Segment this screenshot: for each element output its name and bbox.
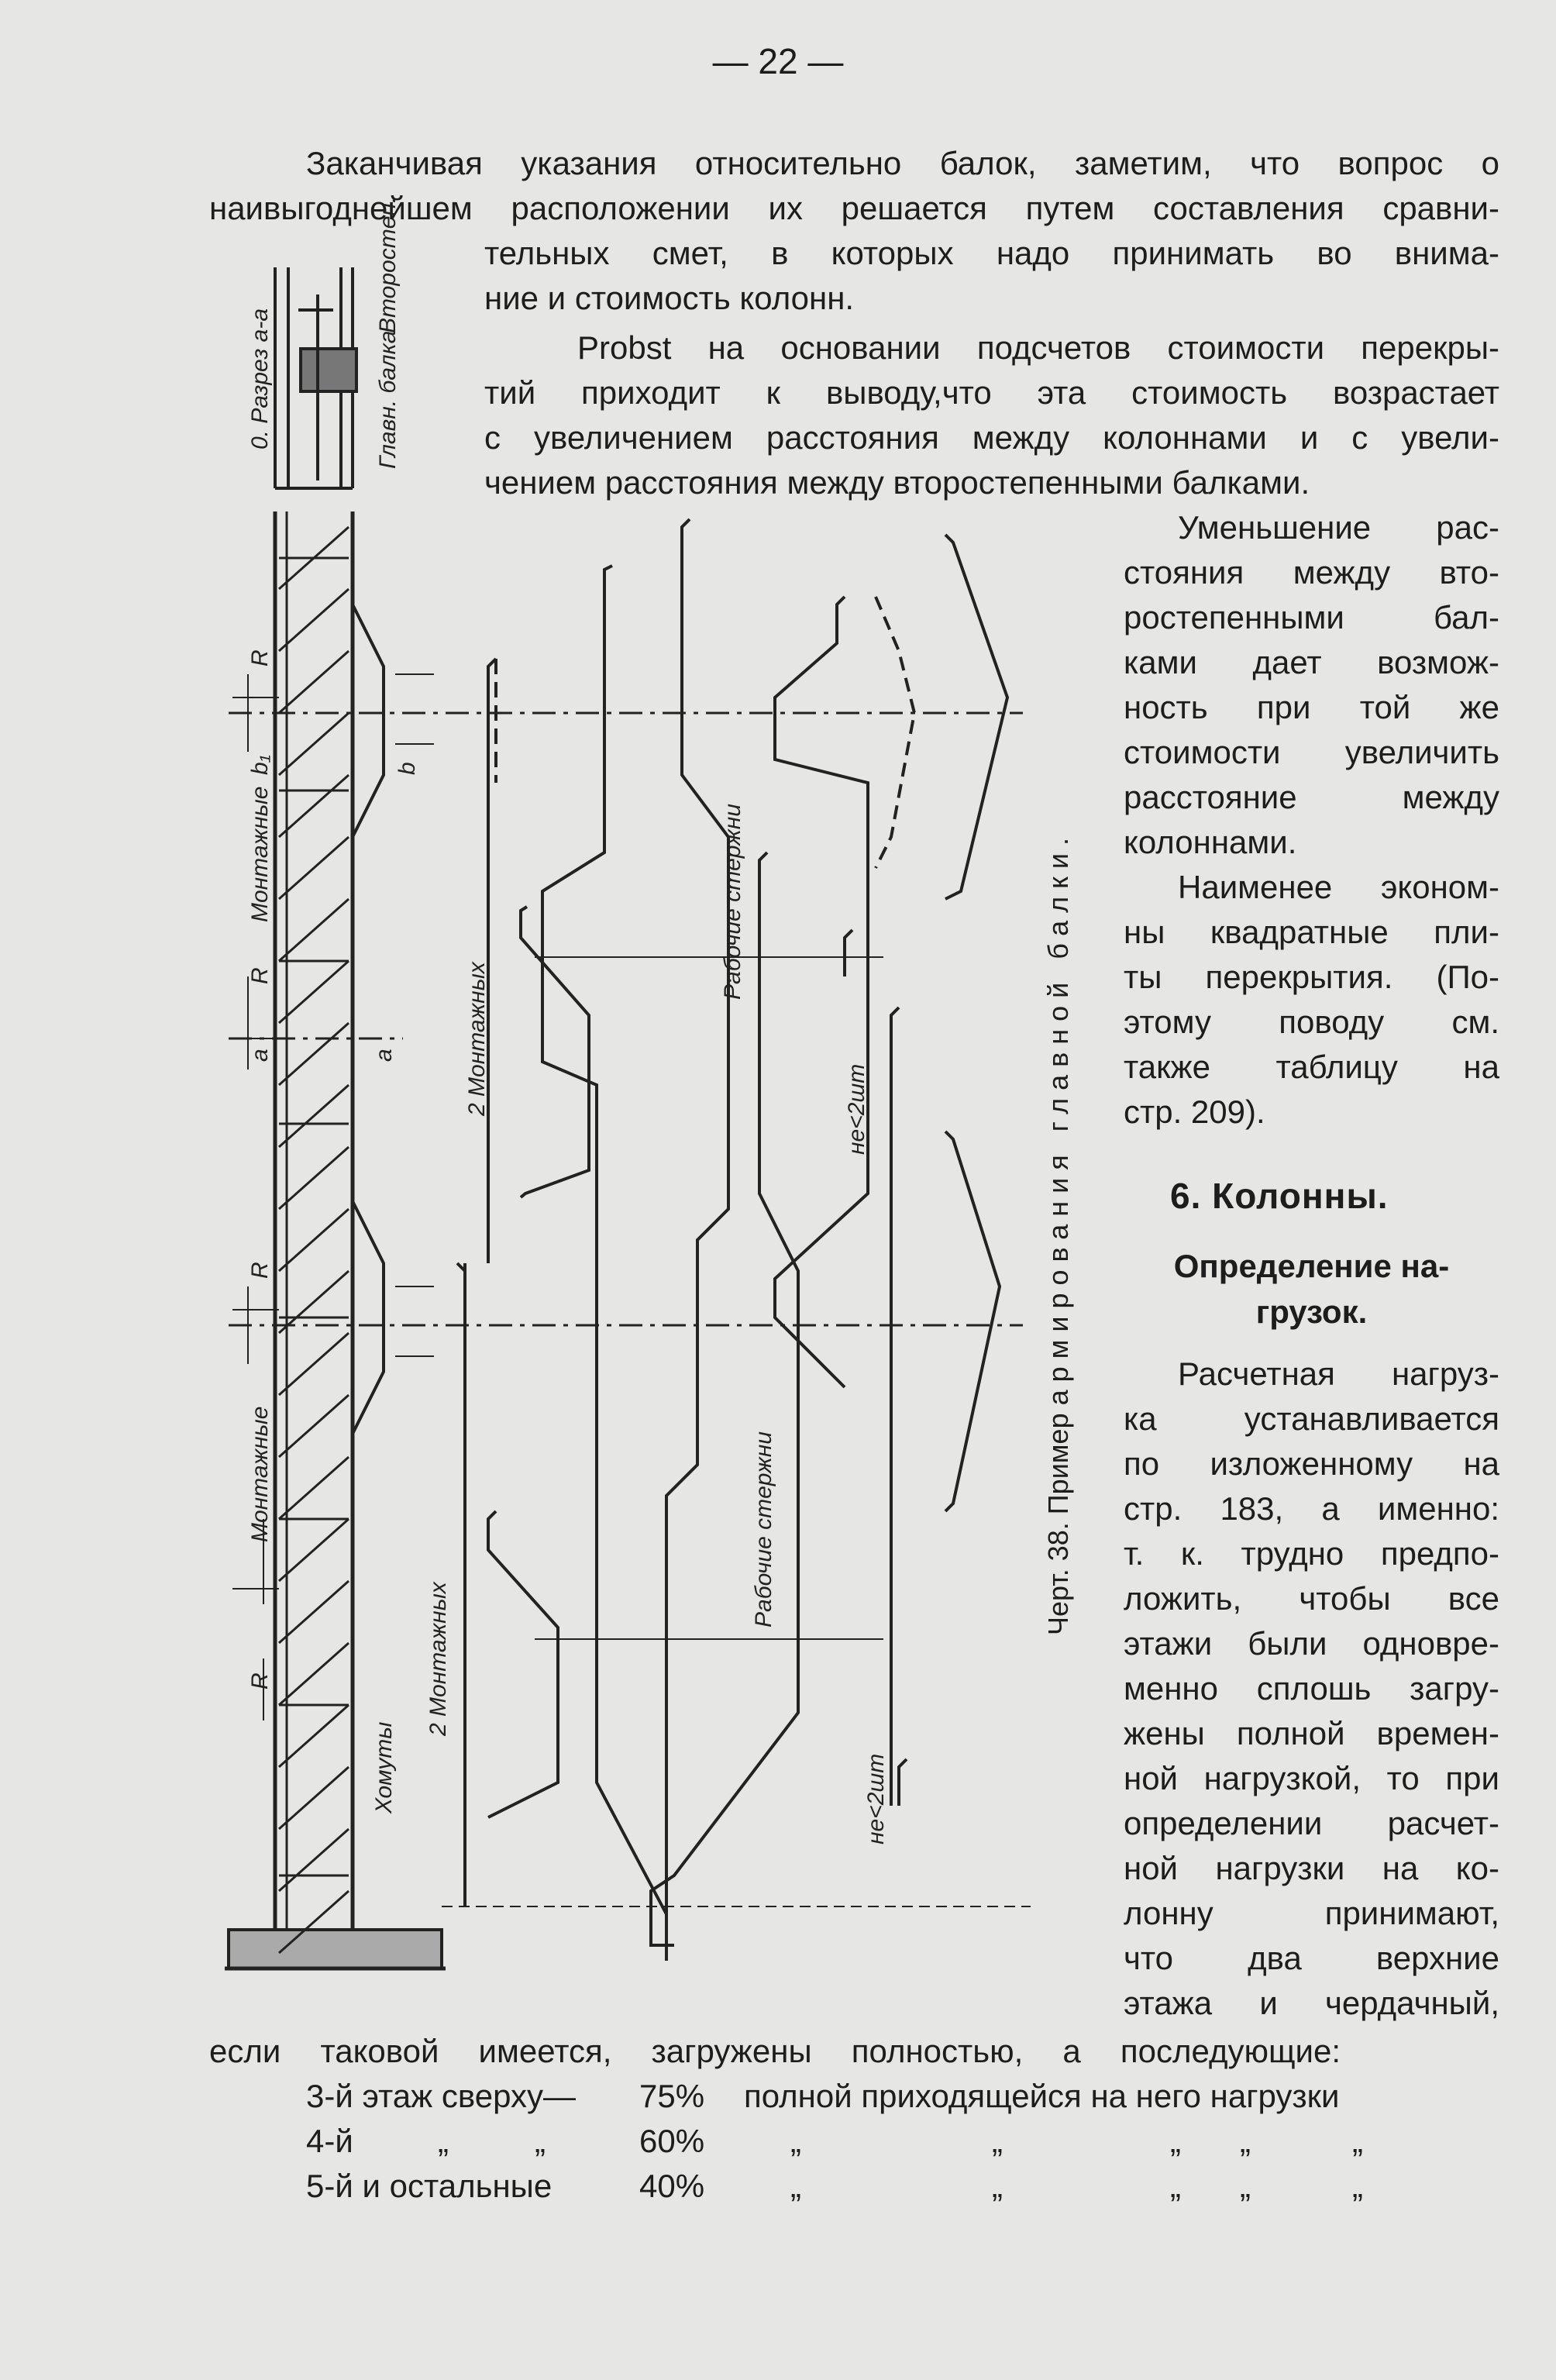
label-R3: R [247,1262,273,1279]
ditto-mark: „ [1170,2123,1181,2159]
text-line: Наименее эконом- [1178,869,1499,905]
text-line: жены полной времен- [1124,1715,1499,1751]
label-khomuty: Хомуты [371,1721,397,1813]
text-line: ность при той же [1124,689,1499,725]
ditto-mark: „ [992,2168,1003,2204]
table-row-floor: 3-й этаж сверху— [306,2078,576,2114]
label-R1: R [247,649,273,666]
caption-prefix: Черт. 38. Пример [1042,1413,1074,1635]
beam-elevation [225,511,446,1968]
ditto-mark: „ [1240,2168,1251,2204]
ditto-mark: „ [1352,2123,1363,2159]
subheading: Определение на- грузок. [1173,1248,1450,1330]
label-R2: R [247,967,273,984]
table-row-rest: полной приходящейся на него нагрузки [744,2078,1340,2114]
text-line: ны квадратные пли- [1124,914,1499,950]
table-row-pct: 60% [639,2123,705,2159]
label-main-beam: Главн. балка [375,330,401,469]
text-line: ка устанавливается [1124,1400,1499,1437]
ditto-mark: „ [1352,2168,1363,2204]
text-line: менно сплошь загру- [1124,1670,1499,1707]
text-line: ложить, чтобы все [1124,1580,1499,1617]
label-montazhnye-2: Монтажные [247,1406,273,1542]
text-line: тий приходит к выводу,что эта стоимость возрастает [484,374,1499,411]
text-line: если таковой имеется, загружены полностью, а последующие: [209,2033,1341,2069]
table-row-pct: 75% [639,2078,705,2114]
text-line: расстояние между [1124,779,1499,815]
ditto-mark: „ [438,2123,449,2159]
label-rabochie-2: Рабочие стержни [751,1431,776,1627]
label-secondary: Второстеп. [375,196,401,333]
text-line: что два верхние [1124,1940,1499,1976]
label-section: 0. Разрез а-а [247,308,273,449]
text-line: лонну принимают, [1124,1895,1499,1931]
text-line: чением расстояния между второстепенными балками. [484,464,1310,501]
section-heading: 6. Колонны. [1170,1176,1389,1216]
ditto-mark: „ [790,2168,801,2204]
text-line: ние и стоимость колонн. [484,280,855,316]
text-line: колоннами. [1124,824,1297,860]
text-line: ной нагрузкой, то при [1124,1760,1499,1796]
label-b1: b₁ [247,754,273,775]
text-line: Probst на основании подсчетов стоимости перекры- [577,329,1499,366]
text-line: Уменьшение рас- [1178,509,1499,546]
section-detail [275,267,356,488]
text-line: тельных смет, в которых надо принимать во внима- [484,235,1499,271]
text-line: также таблицу на [1124,1049,1499,1085]
text-line: этажа и чердачный, [1124,1985,1499,2021]
ditto-mark: „ [790,2123,801,2159]
label-two-montazhnykh-1: 2 Монтажных [464,962,490,1116]
table-row-floor: 4-й [306,2123,353,2159]
label-montazhnye-1: Монтажные [247,786,273,922]
label-a-right: а [371,1049,397,1062]
ditto-mark: „ [1170,2168,1181,2204]
axis-lines [229,713,1023,1325]
text-line: стоимости увеличить [1124,734,1499,770]
text-line: ками дает возмож- [1124,644,1499,680]
text-line: определении расчет- [1124,1805,1499,1841]
text-line: Расчетная нагруз- [1178,1355,1499,1392]
text-line: Заканчивая указания относительно балок, заметим, что вопрос о [306,145,1499,181]
text-line: с увеличением расстояния между колоннами и с увели- [484,419,1499,456]
text-line: ростепенными бал- [1124,599,1499,635]
ditto-mark: „ [992,2123,1003,2159]
text-line: т. к. трудно предпо- [1124,1535,1499,1572]
rebar-lines [457,519,1007,1961]
text-line: этажи были одновре- [1124,1625,1499,1662]
label-ne-menee-1: не<2шт [844,1063,869,1155]
text-line: наивыгоднейшем расположении их решается путем составления сравни- [209,190,1499,226]
ditto-mark: „ [1240,2123,1251,2159]
text-line: стр. 183, а именно: [1124,1490,1499,1527]
text-line: по изложенному на [1124,1445,1499,1482]
label-R4: R [247,1672,273,1689]
table-row-floor: 5-й и остальные [306,2168,553,2204]
label-two-montazhnykh-2: 2 Монтажных [425,1582,451,1736]
label-ne-menee-2: не<2шт [863,1753,889,1844]
text-line: ной нагрузки на ко- [1124,1850,1499,1886]
text-line: стр. 209). [1124,1094,1265,1130]
text-line: ты перекрытия. (По- [1124,959,1499,995]
table-row-pct: 40% [639,2168,705,2204]
text-line: стояния между вто- [1124,554,1499,591]
text-line: этому поводу см. [1124,1004,1499,1040]
label-a-left: а [247,1049,273,1062]
label-rabochie-1: Рабочие стержни [720,804,745,1000]
stirrups [279,527,349,1953]
caption-main: армирования главной балки. [1042,830,1074,1406]
page-number: — 22 — [712,41,844,81]
label-b: b [394,762,420,775]
reference-lines [442,957,1031,1906]
ditto-mark: „ [535,2123,546,2159]
